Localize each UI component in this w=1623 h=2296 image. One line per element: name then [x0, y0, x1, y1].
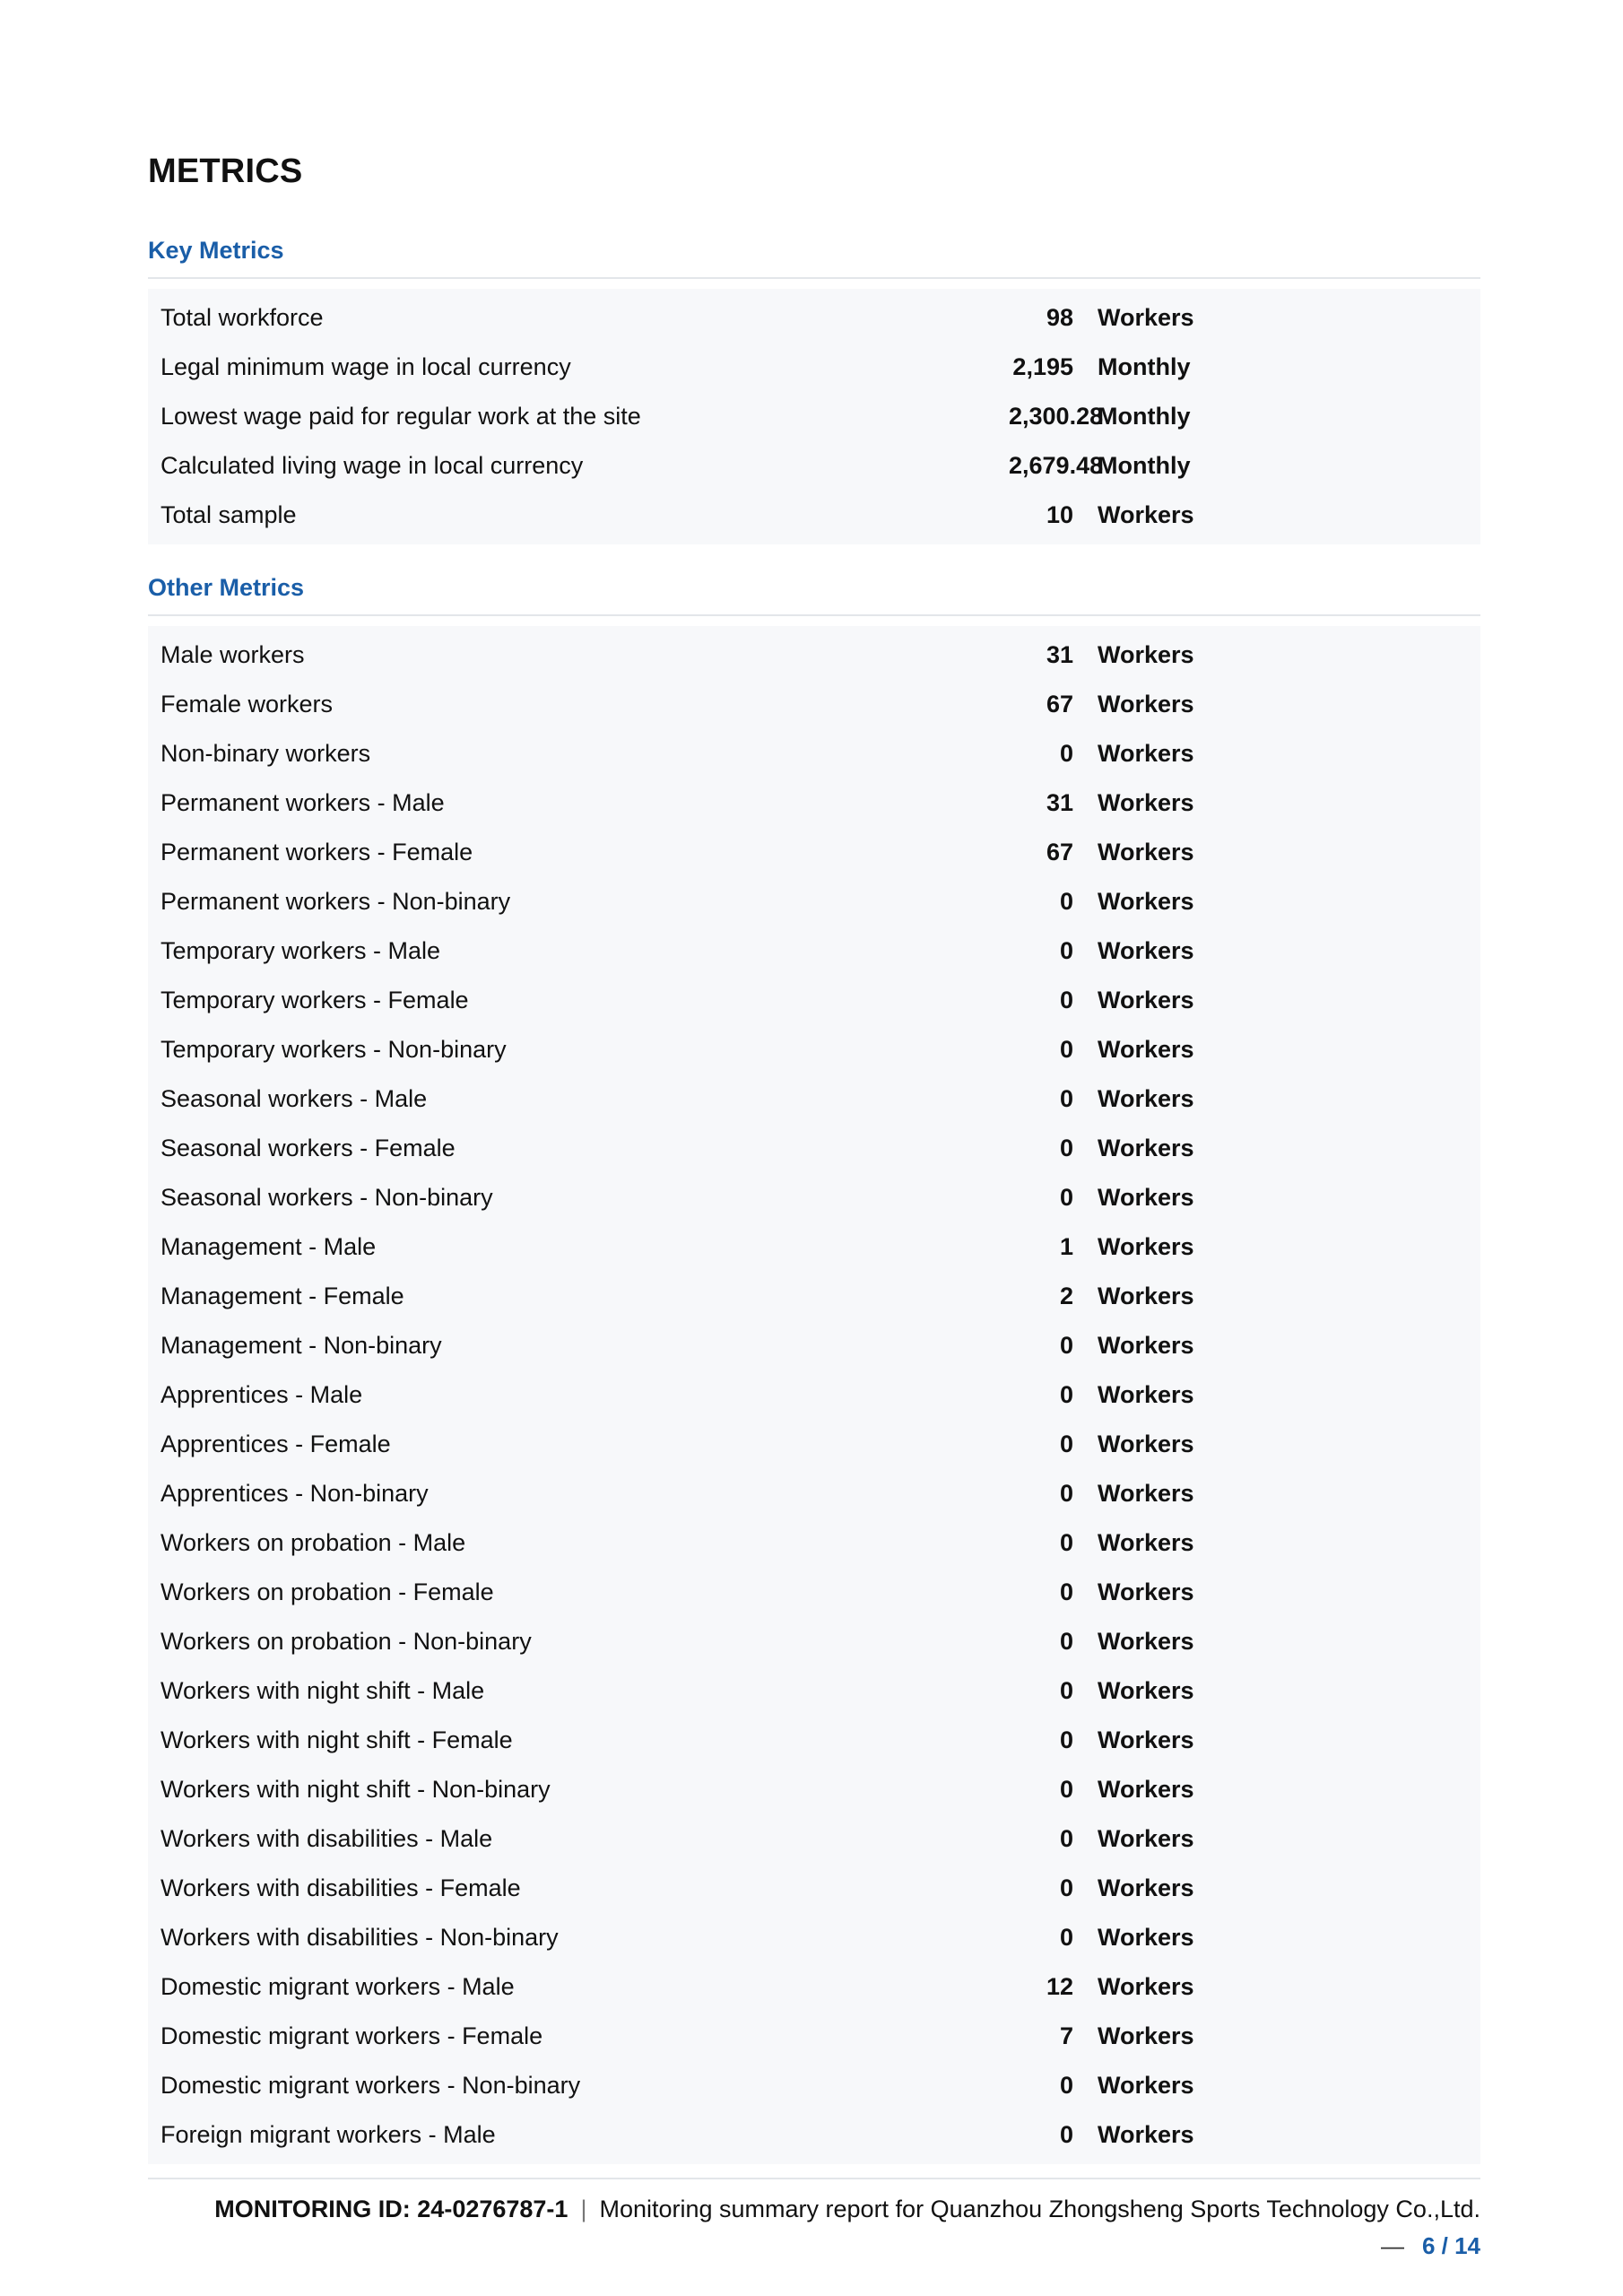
metric-value: 10 [1046, 501, 1073, 528]
metric-value: 0 [1059, 1578, 1073, 1605]
metric-label: Management - Female [161, 1283, 404, 1309]
metric-row [148, 2012, 1480, 2061]
metric-label: Lowest wage paid for regular work at the site [161, 403, 641, 430]
metric-label: Temporary workers - Male [161, 937, 441, 964]
metric-unit: Workers [1098, 304, 1194, 331]
metric-row [148, 729, 1480, 778]
metric-row [148, 1568, 1480, 1617]
metric-label: Foreign migrant workers - Male [161, 2121, 496, 2148]
metric-unit: Workers [1098, 1726, 1194, 1753]
metric-row [148, 1272, 1480, 1321]
metric-row [148, 1420, 1480, 1469]
metric-unit: Workers [1098, 1924, 1194, 1951]
metric-label: Apprentices - Male [161, 1381, 363, 1408]
metric-row [148, 1617, 1480, 1666]
metric-value: 67 [1046, 691, 1073, 718]
metric-row [148, 877, 1480, 926]
metric-value: 2 [1059, 1283, 1073, 1309]
metric-label: Apprentices - Non-binary [161, 1480, 429, 1507]
key-metrics-table [148, 289, 1480, 544]
metric-unit: Monthly [1098, 403, 1191, 430]
metric-label: Seasonal workers - Non-binary [161, 1184, 493, 1211]
metric-unit: Workers [1098, 1036, 1194, 1063]
other-metrics-heading: Other Metrics [148, 574, 1480, 616]
metric-row [148, 2110, 1480, 2160]
metric-value: 0 [1059, 1776, 1073, 1803]
metric-unit: Workers [1098, 1677, 1194, 1704]
metric-row [148, 2061, 1480, 2110]
metric-unit: Workers [1098, 1135, 1194, 1161]
metric-unit: Workers [1098, 1085, 1194, 1112]
metric-label: Total workforce [161, 304, 324, 331]
metric-value: 0 [1059, 1628, 1073, 1655]
metric-row [148, 1962, 1480, 2012]
metric-unit: Workers [1098, 987, 1194, 1013]
metric-label: Permanent workers - Male [161, 789, 445, 816]
metric-row [148, 1173, 1480, 1222]
metric-row [148, 1074, 1480, 1124]
metric-unit: Workers [1098, 501, 1194, 528]
metric-value: 1 [1059, 1233, 1073, 1260]
page-title: METRICS [148, 152, 303, 190]
metric-value: 0 [1059, 888, 1073, 915]
metric-unit: Workers [1098, 1332, 1194, 1359]
metric-row [148, 828, 1480, 877]
metric-unit: Workers [1098, 888, 1194, 915]
metric-label: Male workers [161, 641, 305, 668]
metric-label: Workers on probation - Male [161, 1529, 466, 1556]
metric-value: 0 [1059, 937, 1073, 964]
metric-row [148, 1814, 1480, 1864]
metric-row [148, 1864, 1480, 1913]
metric-value: 0 [1059, 2121, 1073, 2148]
metric-label: Domestic migrant workers - Male [161, 1973, 515, 2000]
page-indicator [148, 2232, 1480, 2260]
metric-label: Domestic migrant workers - Non-binary [161, 2072, 581, 2099]
other-metrics-table [148, 626, 1480, 2164]
metric-value: 0 [1059, 1184, 1073, 1211]
metric-label: Temporary workers - Non-binary [161, 1036, 507, 1063]
metric-value: 0 [1059, 1085, 1073, 1112]
metric-row [148, 441, 1480, 491]
metric-label: Workers with night shift - Female [161, 1726, 513, 1753]
metric-unit: Workers [1098, 1874, 1194, 1901]
metric-unit: Workers [1098, 641, 1194, 668]
metric-value: 2,195 [1012, 353, 1073, 380]
metric-row [148, 926, 1480, 976]
metric-label: Workers with disabilities - Female [161, 1874, 521, 1901]
metric-unit: Workers [1098, 1480, 1194, 1507]
metric-value: 0 [1059, 1431, 1073, 1457]
report-title: Monitoring summary report for Quanzhou Zhongsheng Sports Technology Co.,Ltd. [599, 2196, 1480, 2222]
metric-unit: Workers [1098, 789, 1194, 816]
metric-value: 2,679.48 [1009, 452, 1104, 479]
metric-row [148, 1370, 1480, 1420]
metric-row [148, 1765, 1480, 1814]
metric-value: 0 [1059, 740, 1073, 767]
metric-value: 98 [1046, 304, 1073, 331]
metric-row [148, 392, 1480, 441]
metric-value: 67 [1046, 839, 1073, 865]
metric-row [148, 778, 1480, 828]
metric-row [148, 631, 1480, 680]
metric-label: Workers with disabilities - Non-binary [161, 1924, 559, 1951]
key-metrics-heading: Key Metrics [148, 237, 1480, 279]
metric-value: 7 [1059, 2022, 1073, 2049]
metric-label: Permanent workers - Non-binary [161, 888, 511, 915]
metric-label: Temporary workers - Female [161, 987, 469, 1013]
metric-value: 0 [1059, 1036, 1073, 1063]
metric-unit: Workers [1098, 1825, 1194, 1852]
metric-label: Female workers [161, 691, 334, 718]
metric-value: 0 [1059, 1874, 1073, 1901]
metric-value: 0 [1059, 1825, 1073, 1852]
metric-unit: Monthly [1098, 353, 1191, 380]
metric-unit: Workers [1098, 1381, 1194, 1408]
page-number: 6 / 14 [1421, 2232, 1480, 2259]
metric-label: Total sample [161, 501, 297, 528]
metric-row [148, 1321, 1480, 1370]
metric-label: Permanent workers - Female [161, 839, 473, 865]
metric-value: 0 [1059, 1924, 1073, 1951]
metric-label: Management - Non-binary [161, 1332, 442, 1359]
metric-row [148, 1666, 1480, 1716]
footer-report-line [148, 2196, 1480, 2223]
metric-unit: Monthly [1098, 452, 1191, 479]
metric-label: Workers with night shift - Non-binary [161, 1776, 551, 1803]
metric-unit: Workers [1098, 691, 1194, 718]
metric-row [148, 293, 1480, 343]
page-footer [148, 2178, 1480, 2260]
metric-unit: Workers [1098, 1973, 1194, 2000]
metric-unit: Workers [1098, 2072, 1194, 2099]
metric-value: 31 [1046, 641, 1073, 668]
metric-row [148, 343, 1480, 392]
metric-label: Calculated living wage in local currency [161, 452, 584, 479]
metric-value: 0 [1059, 2072, 1073, 2099]
metric-label: Workers on probation - Female [161, 1578, 494, 1605]
metric-row [148, 1222, 1480, 1272]
metric-value: 2,300.28 [1009, 403, 1104, 430]
metric-value: 31 [1046, 789, 1073, 816]
metric-value: 12 [1046, 1973, 1073, 2000]
footer-separator: | [580, 2196, 587, 2222]
metric-unit: Workers [1098, 1529, 1194, 1556]
metric-row [148, 1913, 1480, 1962]
metric-value: 0 [1059, 1135, 1073, 1161]
metric-label: Legal minimum wage in local currency [161, 353, 571, 380]
metric-unit: Workers [1098, 1578, 1194, 1605]
metric-unit: Workers [1098, 1431, 1194, 1457]
metric-label: Domestic migrant workers - Female [161, 2022, 543, 2049]
metric-unit: Workers [1098, 740, 1194, 767]
metric-value: 0 [1059, 1726, 1073, 1753]
metric-row [148, 1025, 1480, 1074]
metric-row [148, 1469, 1480, 1518]
metric-value: 0 [1059, 1480, 1073, 1507]
monitoring-id: MONITORING ID: 24-0276787-1 [214, 2196, 568, 2222]
page-dash: — [1380, 2232, 1404, 2259]
metric-unit: Workers [1098, 2022, 1194, 2049]
metric-label: Seasonal workers - Male [161, 1085, 428, 1112]
metric-unit: Workers [1098, 2121, 1194, 2148]
metric-unit: Workers [1098, 1283, 1194, 1309]
metric-unit: Workers [1098, 1184, 1194, 1211]
metric-label: Management - Male [161, 1233, 377, 1260]
metric-row [148, 1716, 1480, 1765]
metric-row [148, 680, 1480, 729]
metric-row [148, 491, 1480, 540]
metric-value: 0 [1059, 1677, 1073, 1704]
metric-label: Workers with disabilities - Male [161, 1825, 493, 1852]
metric-unit: Workers [1098, 1628, 1194, 1655]
metric-unit: Workers [1098, 1233, 1194, 1260]
metric-label: Apprentices - Female [161, 1431, 391, 1457]
metric-value: 0 [1059, 1529, 1073, 1556]
metric-label: Workers on probation - Non-binary [161, 1628, 532, 1655]
metric-value: 0 [1059, 1332, 1073, 1359]
metric-row [148, 1124, 1480, 1173]
metric-row [148, 1518, 1480, 1568]
metric-unit: Workers [1098, 839, 1194, 865]
metric-label: Seasonal workers - Female [161, 1135, 456, 1161]
metric-value: 0 [1059, 1381, 1073, 1408]
metric-row [148, 976, 1480, 1025]
metric-value: 0 [1059, 987, 1073, 1013]
metric-unit: Workers [1098, 1776, 1194, 1803]
metric-label: Non-binary workers [161, 740, 371, 767]
metric-label: Workers with night shift - Male [161, 1677, 485, 1704]
metric-unit: Workers [1098, 937, 1194, 964]
